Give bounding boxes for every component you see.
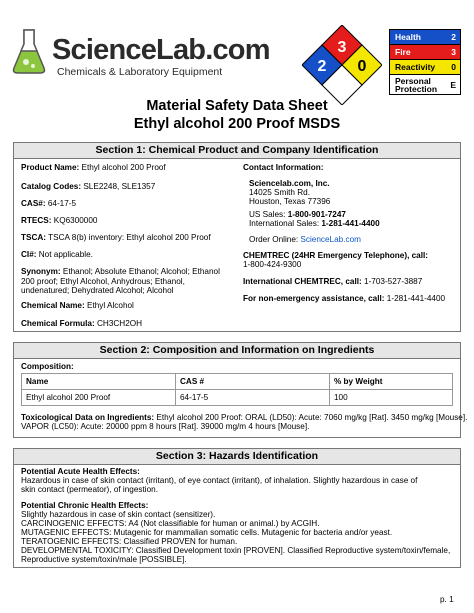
order-online-label: Order Online: [249,235,301,244]
chronic-effects-label: Potential Chronic Health Effects: [21,501,149,510]
chronic-effects-line: MUTAGENIC EFFECTS: Mutagenic for mammalian somatic cells. Mutagenic for bacteria and/or yeast. [21,528,393,537]
nfpa-health-value: 2 [317,58,327,75]
hmis-health-value: 2 [451,32,456,42]
table-cell-weight: 100 [330,390,453,406]
product-name-label: Product Name: [21,163,80,172]
composition-table [21,373,453,406]
catalog-codes-value: SLE2248, SLE1357 [81,182,156,191]
acute-effects-line-2: skin contact (permeator), of ingestion. [21,485,158,494]
tsca-value: TSCA 8(b) inventory: Ethyl alcohol 200 Proof [46,233,211,242]
toxicological-data-line-2: VAPOR (LC50): Acute: 20000 ppm 8 hours [Rat]. 39000 mg/m 4 hours [Mouse]. [21,422,310,431]
section-1-product-identification [13,142,461,332]
ci-value: Not applicable. [36,250,93,259]
logo-science-text: Science [52,34,157,66]
rtecs-line [21,216,97,226]
intl-sales-label: International Sales: [249,219,322,228]
hmis-protection-label: Personal Protection [395,75,438,94]
cas-value: 64-17-5 [45,199,77,208]
flask-logo-icon [12,28,46,74]
hmis-rating-table [389,29,461,95]
hmis-health-row [389,29,461,44]
company-name: Sciencelab.com, Inc. [249,179,330,188]
section-3-hazards [13,448,461,568]
rtecs-label: RTECS: [21,216,52,225]
hmis-fire-value: 3 [451,47,456,57]
table-header-name: Name [22,374,176,390]
cas-line [21,199,76,209]
hmis-reactivity-label: Reactivity [395,62,436,72]
hmis-reactivity-row [389,59,461,74]
section-2-composition [13,342,468,438]
table-header-weight: % by Weight [330,374,453,390]
chemical-formula-label: Chemical Formula: [21,319,95,328]
intl-sales-line [249,219,380,229]
logo-dotcom-text: .com [205,34,270,66]
company-city: Houston, Texas 77396 [249,197,331,206]
rtecs-value: KQ6300000 [51,216,98,225]
intl-chemtrec-line [243,277,422,287]
tsca-label: TSCA: [21,233,47,242]
chemtrec-label: CHEMTREC (24HR Emergency Telephone), call: [243,251,429,260]
chemical-name-value: Ethyl Alcohol [84,301,134,310]
hmis-fire-label: Fire [395,47,411,57]
nfpa-diamond [302,25,382,105]
ci-label: CI#: [21,250,37,259]
logo-subtitle: Chemicals & Laboratory Equipment [57,66,223,78]
section-1-heading: Section 1: Chemical Product and Company Identification [14,143,460,159]
hmis-protection-row [389,74,461,95]
page-number: p. 1 [440,595,454,604]
section-3-heading: Section 3: Hazards Identification [14,449,460,465]
contact-info-label: Contact Information: [243,163,324,172]
chronic-effects-line: Reproductive system/toxin/male [POSSIBLE]. [21,555,187,564]
hmis-fire-row [389,44,461,59]
chemtrec-number: 1-800-424-9300 [243,260,302,269]
table-header-row [22,374,453,390]
synonym-line [21,267,233,296]
product-name-line [21,163,166,173]
intl-chemtrec-number: 1-703-527-3887 [361,277,423,286]
toxicological-data-text-1: Ethyl alcohol 200 Proof: ORAL (LD50): Acute: 7060 mg/kg [Rat]. 3450 mg/kg [Mouse]. [154,413,468,422]
document-title: Material Safety Data Sheet [146,98,328,114]
table-row [22,390,453,406]
order-online-link[interactable]: ScienceLab.com [300,235,361,244]
table-cell-cas: 64-17-5 [176,390,330,406]
company-street: 14025 Smith Rd. [249,188,310,197]
us-sales-label: US Sales: [249,210,288,219]
chronic-effects-line: TERATOGENIC EFFECTS: Classified PROVEN for human. [21,537,238,546]
catalog-codes-line [21,182,155,192]
nfpa-reactivity-value: 0 [357,58,367,75]
chemical-name-line [21,301,134,311]
hmis-health-label: Health [395,32,421,42]
intl-sales-number: 1-281-441-4400 [321,219,380,228]
logo-wordmark [52,36,270,65]
hmis-protection-value: E [450,79,456,90]
order-online-line [249,235,361,245]
hmis-reactivity-value: 0 [451,62,456,72]
us-sales-number: 1-800-901-7247 [287,210,346,219]
table-header-cas: CAS # [176,374,330,390]
catalog-codes-label: Catalog Codes: [21,182,82,191]
synonym-value: Ethanol; Absolute Ethanol; Alcohol; Ethanol 200 proof; Ethyl Alcohol, Anhydrous; Ethanol, undenatured; Dehydrated Alcohol; Alcohol [21,267,220,295]
nfpa-fire-value: 3 [337,39,347,56]
logo-lab-text: Lab [156,34,206,66]
non-emergency-line [243,294,445,304]
composition-label: Composition: [21,362,74,371]
non-emergency-label: For non-emergency assistance, call: [243,294,385,303]
non-emergency-number: 1-281-441-4400 [384,294,446,303]
intl-chemtrec-label: International CHEMTREC, call: [243,277,362,286]
chronic-effects-line: DEVELOPMENTAL TOXICITY: Classified Development toxin [PROVEN]. Classified Reproductive system/toxin/female, [21,546,451,555]
cas-label: CAS#: [21,199,46,208]
product-name-value: Ethyl alcohol 200 Proof [79,163,166,172]
chemical-formula-line [21,319,142,329]
chemical-formula-value: CH3CH2OH [94,319,143,328]
chemical-name-label: Chemical Name: [21,301,85,310]
tsca-line [21,233,211,243]
section-2-heading: Section 2: Composition and Information on Ingredients [14,343,460,359]
table-cell-name: Ethyl alcohol 200 Proof [22,390,176,406]
acute-effects-line-1: Hazardous in case of skin contact (irritant), of eye contact (irritant), of inhalation. Slightly hazardous in case of [21,476,418,485]
ci-line [21,250,93,260]
acute-effects-label: Potential Acute Health Effects: [21,467,140,476]
chronic-effects-line: CARCINOGENIC EFFECTS: A4 (Not classifiable for human or animal.) by ACGIH. [21,519,320,528]
document-subtitle: Ethyl alcohol 200 Proof MSDS [133,116,341,132]
chronic-effects-line: Slightly hazardous in case of skin contact (sensitizer). [21,510,216,519]
toxicological-data-label: Toxicological Data on Ingredients: [21,413,155,422]
synonym-label: Synonym: [21,267,61,276]
